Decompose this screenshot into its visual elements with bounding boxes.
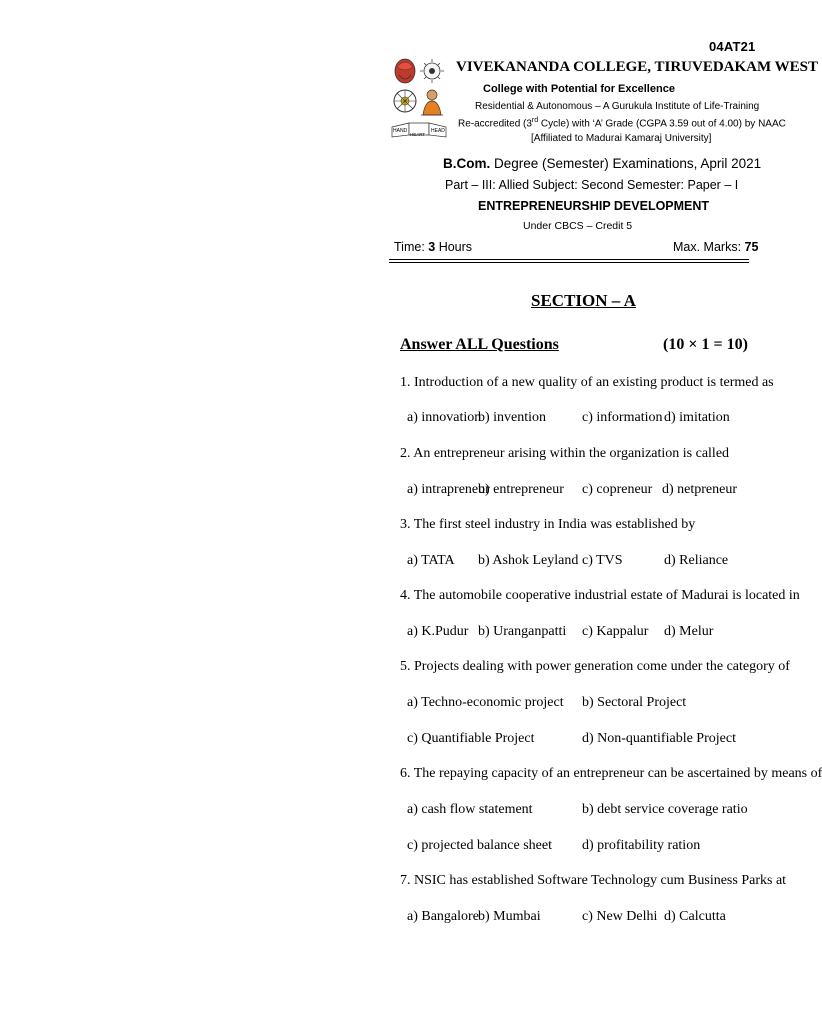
q6-option-d: d) profitability ration bbox=[582, 838, 701, 853]
motto-banner bbox=[392, 123, 446, 137]
q1-option-b: b) invention bbox=[478, 410, 547, 425]
paper-details: Part – III: Allied Subject: Second Semester: Paper – I bbox=[445, 178, 739, 192]
q1-option-d: d) imitation bbox=[664, 410, 730, 425]
q3-option-d: d) Reliance bbox=[664, 553, 729, 568]
q7-option-c: c) New Delhi bbox=[582, 909, 658, 924]
q5-option-d: d) Non-quantifiable Project bbox=[582, 731, 736, 746]
q2-option-c: c) copreneur bbox=[582, 482, 653, 497]
q3-option-b: b) Ashok Leyland bbox=[478, 553, 579, 568]
q5-option-c: c) Quantifiable Project bbox=[407, 731, 535, 746]
credit-scheme: Under CBCS – Credit 5 bbox=[523, 220, 633, 232]
question-6: 6. The repaying capacity of an entrepreneur can be ascertained by means of bbox=[400, 766, 822, 781]
q7-option-a: a) Bangalore bbox=[407, 909, 479, 924]
header-divider-top bbox=[389, 259, 749, 260]
q7-option-b: b) Mumbai bbox=[478, 909, 541, 924]
exam-duration: Time: 3 Hours bbox=[394, 240, 473, 254]
college-tagline: College with Potential for Excellence bbox=[483, 83, 675, 95]
q2-option-a: a) intrapreneur bbox=[407, 482, 490, 497]
subject-title: ENTREPRENEURSHIP DEVELOPMENT bbox=[478, 199, 710, 213]
q4-option-b: b) Uranganpatti bbox=[478, 624, 567, 639]
wheel-emblem bbox=[394, 90, 416, 112]
college-logo bbox=[391, 57, 447, 143]
affiliation-line: [Affiliated to Madurai Kamaraj University] bbox=[531, 133, 712, 144]
q4-option-d: d) Melur bbox=[664, 624, 714, 639]
q1-option-c: c) information bbox=[582, 410, 663, 425]
logo-word-head: HEAD bbox=[431, 128, 445, 134]
accreditation-line-1: Residential & Autonomous – A Gurukula Institute of Life-Training bbox=[475, 101, 760, 112]
q2-option-b: b) entrepreneur bbox=[478, 482, 564, 497]
question-2: 2. An entrepreneur arising within the organization is called bbox=[400, 446, 730, 461]
q4-option-a: a) K.Pudur bbox=[407, 624, 469, 639]
section-title: SECTION – A bbox=[531, 291, 636, 310]
q5-option-a: a) Techno-economic project bbox=[407, 695, 564, 710]
exam-title: B.Com. Degree (Semester) Examinations, April 2021 bbox=[443, 156, 762, 171]
sun-emblem bbox=[420, 59, 444, 83]
question-7: 7. NSIC has established Software Technology cum Business Parks at bbox=[400, 873, 787, 888]
question-5: 5. Projects dealing with power generation come under the category of bbox=[400, 659, 790, 674]
q4-option-c: c) Kappalur bbox=[582, 624, 649, 639]
question-3: 3. The first steel industry in India was established by bbox=[400, 517, 696, 532]
max-marks: Max. Marks: 75 bbox=[673, 240, 759, 254]
q1-option-a: a) innovation bbox=[407, 410, 482, 425]
q6-option-a: a) cash flow statement bbox=[407, 802, 533, 817]
logo-word-hand: HAND bbox=[393, 128, 408, 134]
paper-code: 04AT21 bbox=[709, 39, 756, 54]
q2-option-d: d) netpreneur bbox=[662, 482, 738, 497]
q5-option-b: b) Sectoral Project bbox=[582, 695, 687, 710]
college-name: VIVEKANANDA COLLEGE, TIRUVEDAKAM WEST bbox=[456, 59, 819, 75]
q3-option-c: c) TVS bbox=[582, 553, 623, 568]
marks-allocation: (10 × 1 = 10) bbox=[663, 336, 748, 353]
section-instruction: Answer ALL Questions bbox=[400, 336, 559, 353]
header-divider-bottom bbox=[389, 262, 749, 263]
lotus-emblem bbox=[395, 59, 415, 83]
q3-option-a: a) TATA bbox=[407, 553, 455, 568]
q7-option-d: d) Calcutta bbox=[664, 909, 726, 924]
q6-option-c: c) projected balance sheet bbox=[407, 838, 552, 853]
logo-word-heart: HEART bbox=[410, 132, 426, 137]
sage-emblem bbox=[421, 90, 443, 115]
question-4: 4. The automobile cooperative industrial estate of Madurai is located in bbox=[400, 588, 800, 603]
accreditation-line-2: Re-accredited (3rd Cycle) with ‘A’ Grade (CGPA 3.59 out of 4.00) by NAAC bbox=[458, 117, 786, 130]
question-1: 1. Introduction of a new quality of an existing product is termed as bbox=[400, 375, 774, 390]
q6-option-b: b) debt service coverage ratio bbox=[582, 802, 748, 817]
